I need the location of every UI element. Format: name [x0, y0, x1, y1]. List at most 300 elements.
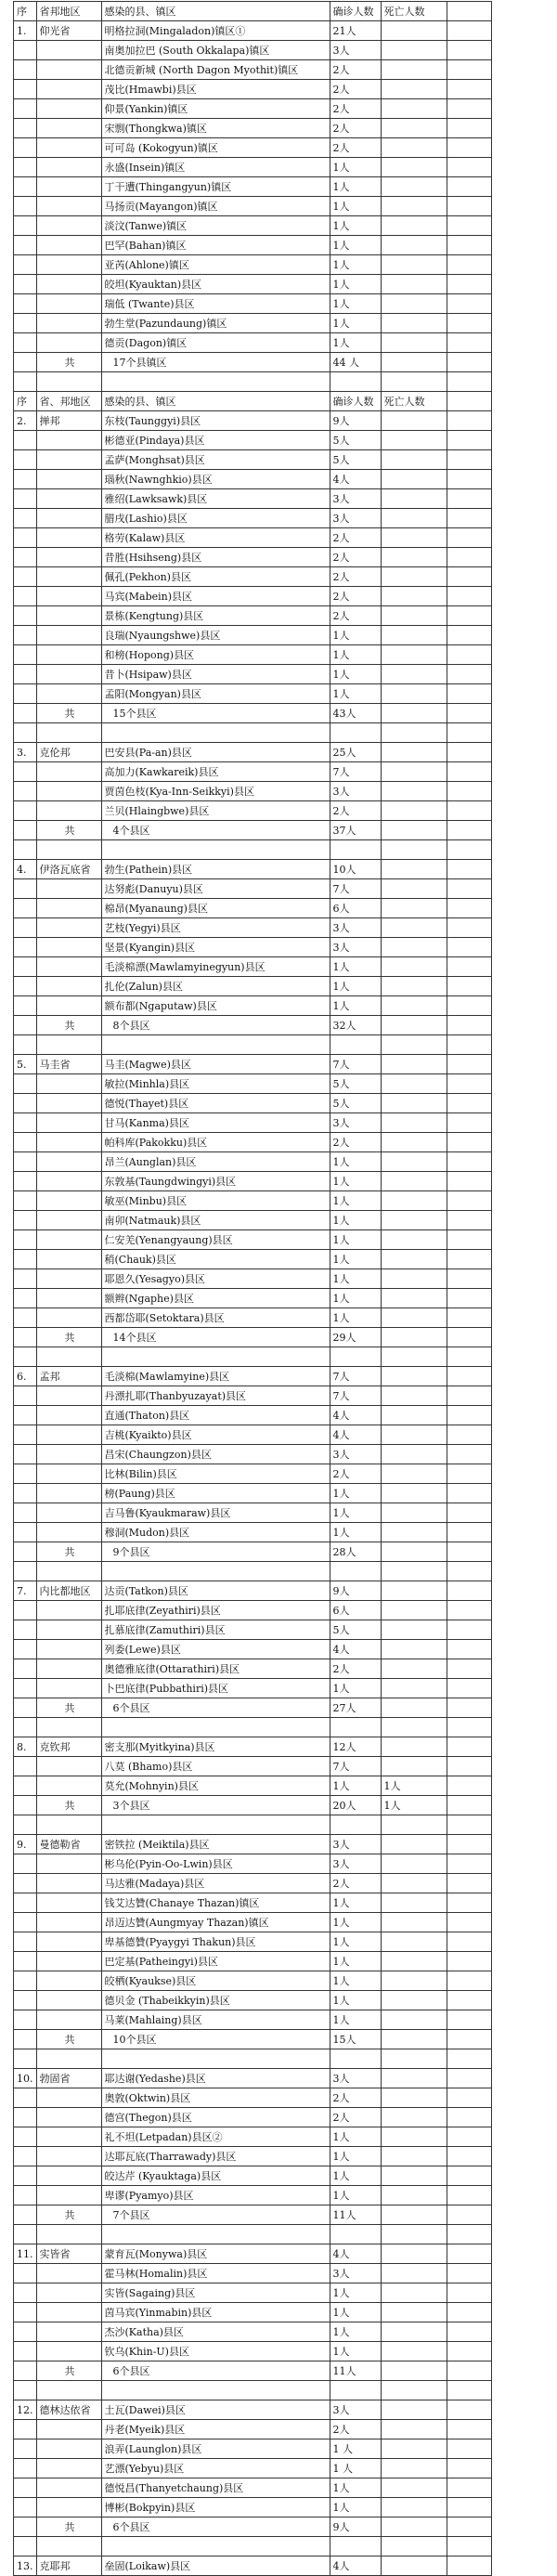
row-deaths — [381, 1211, 447, 1230]
total-confirmed: 32人 — [330, 1016, 381, 1035]
total-label: 共 — [36, 1796, 101, 1815]
total-confirmed: 15人 — [330, 2030, 381, 2049]
row-region — [36, 996, 101, 1016]
row-confirmed: 5人 — [330, 431, 381, 450]
row-extra — [447, 2069, 491, 2088]
row-confirmed: 3人 — [330, 2400, 381, 2420]
row-extra — [447, 1893, 491, 1913]
section-gap — [14, 1562, 492, 1581]
total-number — [14, 1328, 37, 1347]
table-row — [14, 1854, 492, 1874]
row-number — [14, 1874, 37, 1893]
total-number — [14, 1698, 37, 1718]
row-region — [36, 2342, 101, 2361]
row-number — [14, 1620, 37, 1640]
row-number: 1. — [14, 21, 37, 41]
row-region — [36, 899, 101, 918]
table-row — [14, 1913, 492, 1932]
row-extra — [447, 450, 491, 470]
gap-cell — [330, 1562, 381, 1581]
row-number: 6. — [14, 1367, 37, 1386]
row-deaths — [381, 99, 447, 119]
row-deaths — [381, 2478, 447, 2498]
row-confirmed: 5人 — [330, 1620, 381, 1640]
row-number — [14, 2147, 37, 2166]
row-region — [36, 879, 101, 899]
row-region: 克耶邦 — [36, 2556, 101, 2576]
table-row — [14, 743, 492, 762]
row-extra — [447, 1094, 491, 1113]
row-region — [36, 197, 101, 216]
table-row — [14, 2283, 492, 2303]
total-districts: 4个县区 — [101, 821, 330, 840]
row-region — [36, 177, 101, 197]
row-confirmed: 1人 — [330, 1991, 381, 2010]
row-region — [36, 1932, 101, 1952]
table-row — [14, 1289, 492, 1308]
row-region — [36, 1464, 101, 1484]
table-row — [14, 1581, 492, 1601]
table-row — [14, 314, 492, 333]
row-deaths — [381, 197, 447, 216]
row-confirmed: 1人 — [330, 197, 381, 216]
row-extra — [447, 411, 491, 431]
row-extra — [447, 2127, 491, 2147]
col-no-header: 序 — [14, 2, 37, 21]
row-deaths — [381, 1893, 447, 1913]
table-row — [14, 216, 492, 236]
row-number — [14, 1971, 37, 1991]
row-region: 曼德勒省 — [36, 1835, 101, 1854]
total-confirmed: 29人 — [330, 1328, 381, 1347]
row-extra — [447, 2556, 491, 2576]
row-confirmed: 2人 — [330, 1133, 381, 1152]
row-number — [14, 1445, 37, 1464]
row-region — [36, 1620, 101, 1640]
row-deaths — [381, 21, 447, 41]
row-region — [36, 2010, 101, 2030]
row-district: 巴定基(Patheingyi)县区 — [101, 1952, 330, 1971]
row-number — [14, 2127, 37, 2147]
row-district: 吉马鲁(Kyaukmaraw)县区 — [101, 1503, 330, 1523]
row-number — [14, 138, 37, 158]
row-deaths — [381, 1659, 447, 1679]
row-region — [36, 977, 101, 996]
row-number — [14, 99, 37, 119]
row-number — [14, 1464, 37, 1484]
row-confirmed: 1人 — [330, 665, 381, 684]
gap-cell — [381, 1562, 447, 1581]
row-number — [14, 1776, 37, 1796]
table-row — [14, 99, 492, 119]
table-row — [14, 2459, 492, 2478]
row-district: 德贡(Dagon)镇区 — [101, 333, 330, 353]
row-confirmed: 3人 — [330, 41, 381, 60]
total-confirmed: 44 人 — [330, 353, 381, 372]
gap-cell — [330, 1035, 381, 1055]
row-confirmed: 3人 — [330, 509, 381, 528]
row-extra — [447, 1640, 491, 1659]
row-number — [14, 918, 37, 938]
row-confirmed: 2人 — [330, 587, 381, 606]
row-region — [36, 119, 101, 138]
gap-cell — [101, 372, 330, 392]
row-region: 马圭省 — [36, 1055, 101, 1074]
row-number: 10. — [14, 2069, 37, 2088]
row-number — [14, 450, 37, 470]
gap-cell — [14, 1718, 37, 1737]
total-number — [14, 2030, 37, 2049]
total-extra — [447, 2205, 491, 2225]
row-district: 艺漂(Yebyu)县区 — [101, 2459, 330, 2478]
row-confirmed: 7人 — [330, 1386, 381, 1406]
row-district: 兰贝(Hlaingbwe)县区 — [101, 801, 330, 821]
table-row — [14, 1152, 492, 1172]
table-row — [14, 1757, 492, 1776]
gap-cell — [447, 2225, 491, 2244]
row-district: 艺枝(Yegyi)县区 — [101, 918, 330, 938]
row-number — [14, 1484, 37, 1503]
row-district: 和榜(Hopong)县区 — [101, 645, 330, 665]
row-confirmed: 2人 — [330, 567, 381, 587]
row-district: 毛淡棉漂(Mawlamyinegyun)县区 — [101, 957, 330, 977]
row-deaths: 1人 — [381, 1776, 447, 1796]
table-row — [14, 1308, 492, 1328]
row-number — [14, 1601, 37, 1620]
row-extra — [447, 1133, 491, 1152]
total-confirmed: 11人 — [330, 2361, 381, 2381]
total-deaths — [381, 2361, 447, 2381]
section-gap — [14, 372, 492, 392]
row-deaths — [381, 2127, 447, 2147]
row-extra — [447, 1211, 491, 1230]
row-deaths — [381, 2088, 447, 2108]
row-district: 博彬(Bokpyin)县区 — [101, 2498, 330, 2517]
row-deaths — [381, 509, 447, 528]
row-extra — [447, 1523, 491, 1542]
row-deaths — [381, 1133, 447, 1152]
row-deaths — [381, 470, 447, 489]
row-region: 伊洛瓦底省 — [36, 860, 101, 879]
row-region — [36, 918, 101, 938]
row-number: 7. — [14, 1581, 37, 1601]
total-deaths: 1人 — [381, 1796, 447, 1815]
row-region — [36, 470, 101, 489]
table-row — [14, 21, 492, 41]
row-extra — [447, 528, 491, 548]
row-district: 彬德亚(Pindaya)县区 — [101, 431, 330, 450]
row-region — [36, 1113, 101, 1133]
row-deaths — [381, 1991, 447, 2010]
row-extra — [447, 1406, 491, 1425]
table-row — [14, 2010, 492, 2030]
table-row — [14, 1406, 492, 1425]
gap-cell — [330, 723, 381, 743]
row-number — [14, 236, 37, 255]
row-deaths — [381, 2322, 447, 2342]
row-number — [14, 1503, 37, 1523]
row-confirmed: 1人 — [330, 2322, 381, 2342]
gap-cell — [101, 840, 330, 860]
row-number — [14, 1230, 37, 1250]
row-confirmed: 1人 — [330, 1269, 381, 1289]
row-district: 榜(Paung)县区 — [101, 1484, 330, 1503]
row-deaths — [381, 255, 447, 275]
gap-cell — [36, 2537, 101, 2556]
row-deaths — [381, 2010, 447, 2030]
row-number — [14, 1113, 37, 1133]
row-extra — [447, 1425, 491, 1445]
row-deaths — [381, 2264, 447, 2283]
gap-cell — [447, 1815, 491, 1835]
table-row — [14, 2147, 492, 2166]
total-row — [14, 821, 492, 840]
row-confirmed: 9人 — [330, 411, 381, 431]
row-deaths — [381, 2498, 447, 2517]
total-districts: 6个县区 — [101, 2517, 330, 2537]
total-extra — [447, 2361, 491, 2381]
row-extra — [447, 2439, 491, 2459]
row-district: 额布都(Ngaputaw)县区 — [101, 996, 330, 1016]
row-district: 孟萨(Monghsat)县区 — [101, 450, 330, 470]
row-extra — [447, 2108, 491, 2127]
gap-cell — [36, 2225, 101, 2244]
table-row — [14, 1172, 492, 1191]
row-number — [14, 1211, 37, 1230]
table-row — [14, 294, 492, 314]
row-number: 13. — [14, 2556, 37, 2576]
row-district: 昂迈达贊(Aungmyay Thazan)镇区 — [101, 1913, 330, 1932]
row-deaths — [381, 938, 447, 957]
row-deaths — [381, 236, 447, 255]
total-deaths — [381, 2205, 447, 2225]
row-region — [36, 1913, 101, 1932]
row-deaths — [381, 2147, 447, 2166]
row-confirmed: 3人 — [330, 489, 381, 509]
table-row — [14, 938, 492, 957]
gap-cell — [101, 2537, 330, 2556]
gap-cell — [101, 2049, 330, 2069]
row-district: 密支那(Myitkyina)县区 — [101, 1737, 330, 1757]
total-label: 共 — [36, 2030, 101, 2049]
row-confirmed: 1人 — [330, 957, 381, 977]
row-extra — [447, 60, 491, 80]
section-gap — [14, 2049, 492, 2069]
row-confirmed: 2人 — [330, 2088, 381, 2108]
gap-cell — [36, 1718, 101, 1737]
row-extra — [447, 41, 491, 60]
row-district: 土瓦(Dawei)县区 — [101, 2400, 330, 2420]
table-row — [14, 2322, 492, 2342]
gap-cell — [330, 840, 381, 860]
table-row — [14, 2069, 492, 2088]
row-number — [14, 587, 37, 606]
gap-cell — [381, 2381, 447, 2400]
row-region — [36, 1308, 101, 1328]
row-number — [14, 2264, 37, 2283]
row-region — [36, 2478, 101, 2498]
row-extra — [447, 1913, 491, 1932]
row-number — [14, 2283, 37, 2303]
row-number — [14, 977, 37, 996]
row-extra — [447, 1269, 491, 1289]
row-number — [14, 470, 37, 489]
total-row — [14, 2517, 492, 2537]
total-confirmed: 20人 — [330, 1796, 381, 1815]
row-deaths — [381, 528, 447, 548]
row-confirmed: 10人 — [330, 860, 381, 879]
row-district: 可可岛 (Kokogyun)镇区 — [101, 138, 330, 158]
row-district: 佩孔(Pekhon)县区 — [101, 567, 330, 587]
table-row — [14, 1932, 492, 1952]
row-number — [14, 2420, 37, 2439]
total-label: 共 — [36, 1542, 101, 1562]
total-extra — [447, 2030, 491, 2049]
row-region — [36, 1152, 101, 1172]
total-confirmed: 37人 — [330, 821, 381, 840]
row-number — [14, 567, 37, 587]
row-deaths — [381, 2459, 447, 2478]
row-confirmed: 1人 — [330, 1679, 381, 1698]
row-extra — [447, 1835, 491, 1854]
row-deaths — [381, 548, 447, 567]
total-row — [14, 1698, 492, 1718]
row-district: 扎慕底律(Zamuthiri)县区 — [101, 1620, 330, 1640]
total-row — [14, 1542, 492, 1562]
row-deaths — [381, 216, 447, 236]
row-extra — [447, 1991, 491, 2010]
row-confirmed: 1人 — [330, 1211, 381, 1230]
outbreak-table — [13, 1, 492, 2576]
row-extra — [447, 1289, 491, 1308]
gap-cell — [447, 372, 491, 392]
total-confirmed: 43人 — [330, 704, 381, 723]
row-extra — [447, 80, 491, 99]
row-confirmed: 1人 — [330, 1250, 381, 1269]
row-region — [36, 606, 101, 626]
row-confirmed: 1人 — [330, 275, 381, 294]
total-label: 共 — [36, 1016, 101, 1035]
row-district: 稍(Chauk)县区 — [101, 1250, 330, 1269]
row-extra — [447, 606, 491, 626]
row-deaths — [381, 2342, 447, 2361]
row-region — [36, 1094, 101, 1113]
row-extra — [447, 1620, 491, 1640]
total-label: 共 — [36, 704, 101, 723]
total-number — [14, 2517, 37, 2537]
row-district: 巴安县(Pa-an)县区 — [101, 743, 330, 762]
total-districts: 6个县区 — [101, 2361, 330, 2381]
row-region: 勃固省 — [36, 2069, 101, 2088]
row-district: 南奥加拉巴 (South Okkalapa)镇区 — [101, 41, 330, 60]
row-number: 5. — [14, 1055, 37, 1074]
row-region — [36, 1776, 101, 1796]
section-gap — [14, 2225, 492, 2244]
row-number — [14, 1932, 37, 1952]
gap-cell — [381, 2049, 447, 2069]
row-region — [36, 1659, 101, 1679]
row-region — [36, 138, 101, 158]
row-district: 腊戌(Lashio)县区 — [101, 509, 330, 528]
row-region — [36, 1406, 101, 1425]
row-confirmed: 3人 — [330, 1445, 381, 1464]
total-row — [14, 2205, 492, 2225]
row-extra — [447, 119, 491, 138]
row-region — [36, 1854, 101, 1874]
row-number — [14, 489, 37, 509]
row-number: 8. — [14, 1737, 37, 1757]
row-region — [36, 1269, 101, 1289]
row-extra — [447, 1386, 491, 1406]
row-deaths — [381, 1406, 447, 1425]
table-row — [14, 509, 492, 528]
row-deaths — [381, 2108, 447, 2127]
table-row — [14, 1991, 492, 2010]
row-confirmed: 1人 — [330, 2147, 381, 2166]
table-row — [14, 275, 492, 294]
row-confirmed: 5人 — [330, 1094, 381, 1113]
row-number — [14, 2010, 37, 2030]
row-region — [36, 80, 101, 99]
row-number — [14, 665, 37, 684]
row-deaths — [381, 1152, 447, 1172]
row-confirmed: 4人 — [330, 1640, 381, 1659]
row-region — [36, 801, 101, 821]
row-district: 雅绍(Lawksawk)县区 — [101, 489, 330, 509]
row-extra — [447, 1367, 491, 1386]
row-number — [14, 606, 37, 626]
row-number — [14, 1893, 37, 1913]
row-confirmed: 1人 — [330, 216, 381, 236]
total-districts: 6个县区 — [101, 1698, 330, 1718]
row-extra — [447, 1308, 491, 1328]
total-row — [14, 2361, 492, 2381]
row-district: 钦乌(Khin-U)县区 — [101, 2342, 330, 2361]
row-district: 帕科库(Pakokku)县区 — [101, 1133, 330, 1152]
row-district: 皎栖(Kyaukse)县区 — [101, 1971, 330, 1991]
row-extra — [447, 938, 491, 957]
row-district: 仰景(Yankin)镇区 — [101, 99, 330, 119]
table-row — [14, 665, 492, 684]
row-district: 彬乌伦(Pyin-Oo-Lwin)县区 — [101, 1854, 330, 1874]
col-region-header: 省、邦地区 — [36, 392, 101, 411]
table-row — [14, 1094, 492, 1113]
row-confirmed: 1人 — [330, 314, 381, 333]
row-number — [14, 1094, 37, 1113]
row-region — [36, 1191, 101, 1211]
row-number — [14, 509, 37, 528]
row-district: 直通(Thaton)县区 — [101, 1406, 330, 1425]
table-row — [14, 1601, 492, 1620]
row-region — [36, 587, 101, 606]
row-district: 亚芮(Ahlone)镇区 — [101, 255, 330, 275]
total-number — [14, 2361, 37, 2381]
gap-cell — [101, 1035, 330, 1055]
row-number — [14, 548, 37, 567]
row-region — [36, 1757, 101, 1776]
row-deaths — [381, 80, 447, 99]
row-deaths — [381, 801, 447, 821]
row-district: 昌宋(Chaungzon)县区 — [101, 1445, 330, 1464]
row-extra — [447, 957, 491, 977]
gap-cell — [36, 1815, 101, 1835]
row-deaths — [381, 1289, 447, 1308]
row-district: 敏巫(Minbu)县区 — [101, 1191, 330, 1211]
section-gap — [14, 840, 492, 860]
row-district: 勃生堂(Pazundaung)镇区 — [101, 314, 330, 333]
table-row — [14, 1484, 492, 1503]
row-number — [14, 1172, 37, 1191]
